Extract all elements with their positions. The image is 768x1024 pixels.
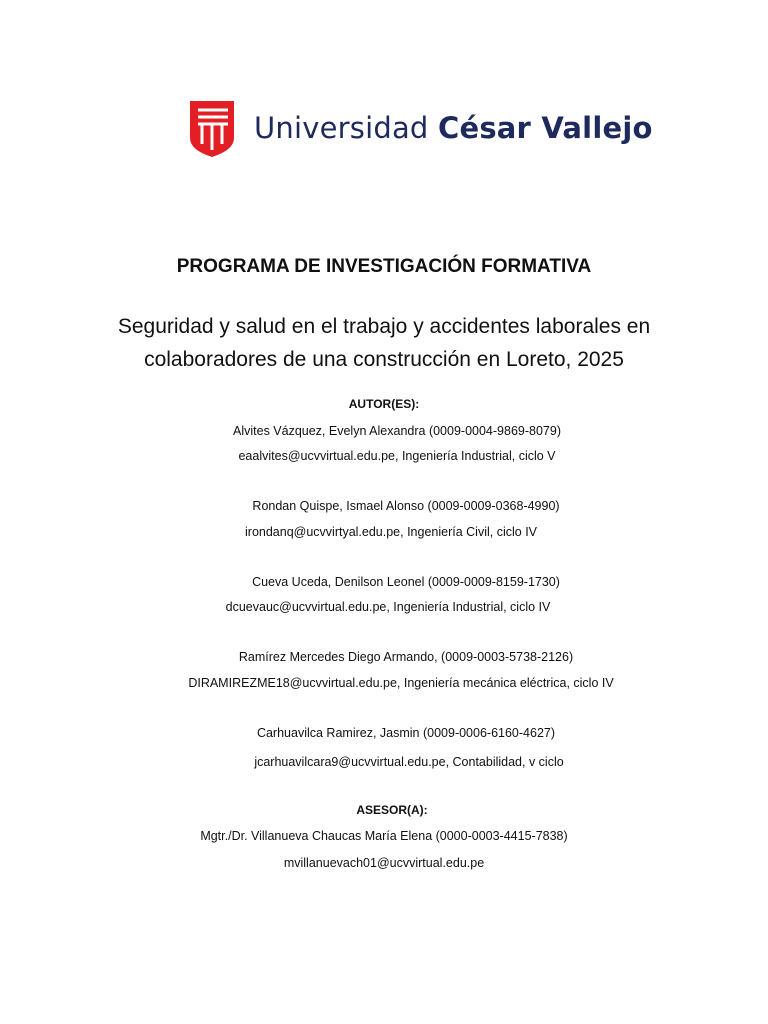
title-line-1: Seguridad y salud en el trabajo y accidentes laborales en xyxy=(117,315,651,338)
university-shield-icon xyxy=(188,98,236,158)
author-5-name: Carhuavilca Ramirez, Jasmin (0009-0006-6160-4627) xyxy=(256,726,556,740)
author-2-name: Rondan Quispe, Ismael Alonso (0009-0009-0368-4990) xyxy=(252,499,560,513)
title-line-2: colaboradores de una construcción en Loreto, 2025 xyxy=(144,348,624,371)
author-2-info: irondanq@ucvvirtyal.edu.pe, Ingeniería Civil, ciclo IV xyxy=(245,525,537,539)
author-3-info: dcuevauc@ucvvirtual.edu.pe, Ingeniería Industrial, ciclo IV xyxy=(225,600,551,614)
program-heading: PROGRAMA DE INVESTIGACIÓN FORMATIVA xyxy=(176,256,592,277)
advisor-label: ASESOR(A): xyxy=(356,803,428,817)
author-1-name: Alvites Vázquez, Evelyn Alexandra (0009-0004-9869-8079) xyxy=(233,424,561,438)
author-1-info: eaalvites@ucvvirtual.edu.pe, Ingeniería Industrial, ciclo V xyxy=(238,449,556,463)
author-5-info: jcarhuavilcara9@ucvvirtual.edu.pe, Contabilidad, v ciclo xyxy=(254,755,564,769)
author-4-name: Ramírez Mercedes Diego Armando, (0009-0003-5738-2126) xyxy=(238,650,574,664)
author-3-name: Cueva Uceda, Denilson Leonel (0009-0009-8159-1730) xyxy=(252,575,560,589)
author-4-info: DIRAMIREZME18@ucvvirtual.edu.pe, Ingeniería mecánica eléctrica, ciclo IV xyxy=(188,676,614,690)
university-name-bold: César Vallejo xyxy=(437,111,653,145)
document-title xyxy=(0,310,768,376)
university-name-regular: Universidad xyxy=(254,111,438,145)
university-logo xyxy=(188,98,653,158)
advisor-name: Mgtr./Dr. Villanueva Chaucas María Elena (0000-0003-4415-7838) xyxy=(200,829,568,843)
advisor-email: mvillanuevach01@ucvvirtual.edu.pe xyxy=(283,856,485,870)
authors-label: AUTOR(ES): xyxy=(348,397,420,411)
university-name xyxy=(254,111,653,145)
